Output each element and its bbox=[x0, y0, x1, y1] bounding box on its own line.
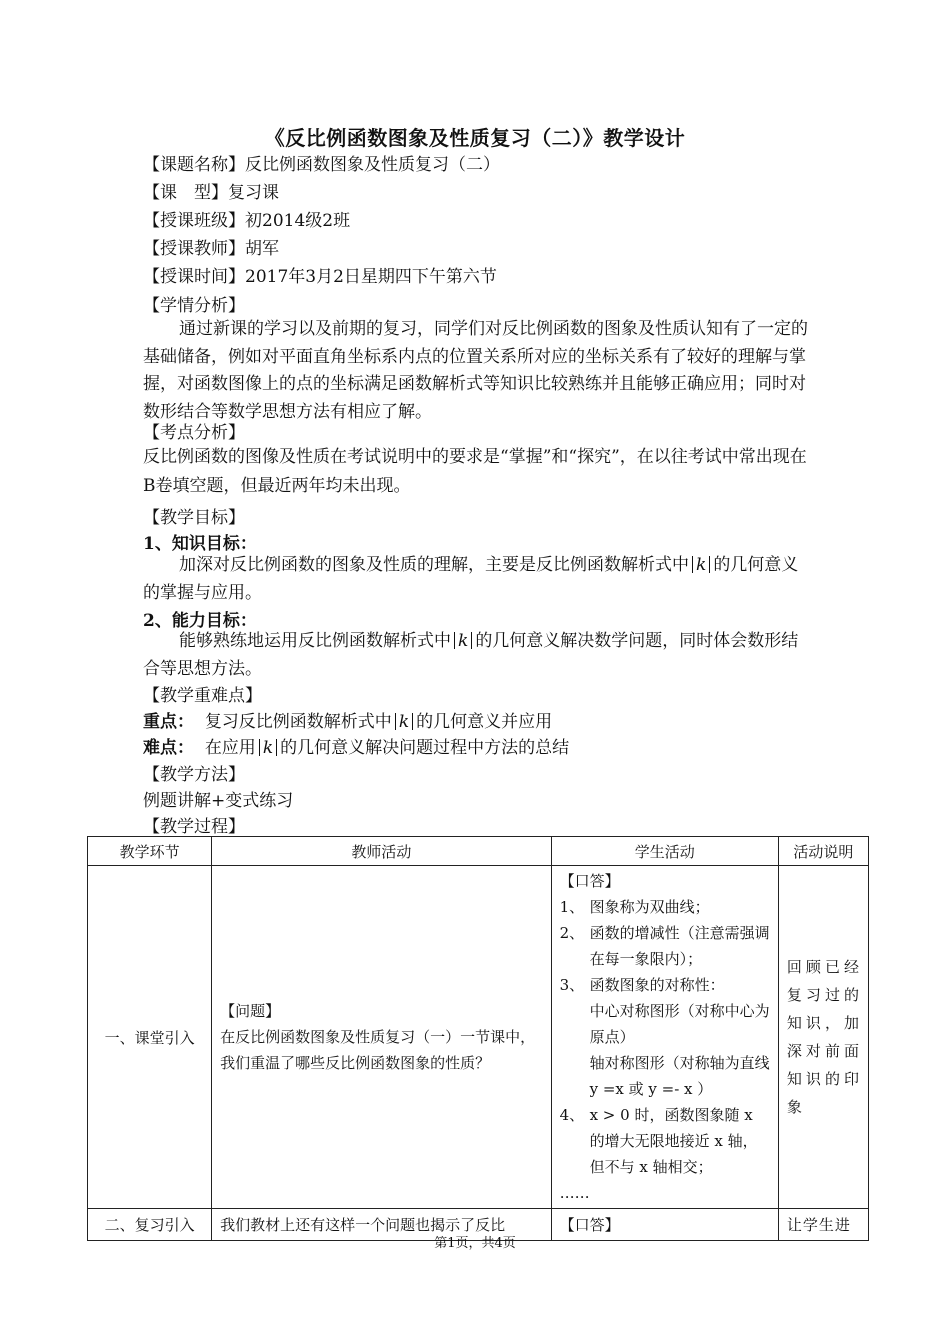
method-heading: 【教学方法】 bbox=[143, 765, 245, 785]
table-header-cell: 活动说明 bbox=[778, 837, 868, 866]
stage-cell: 二、复习引入 bbox=[88, 1209, 212, 1241]
time-line: 【授课时间】2017年3月2日星期四下午第六节 bbox=[143, 267, 497, 287]
table-header-cell: 学生活动 bbox=[551, 837, 778, 866]
goals-heading: 【教学目标】 bbox=[143, 508, 245, 528]
teacher-activity-cell bbox=[212, 866, 551, 1209]
topic-line: 【课题名称】反比例函数图象及性质复习（二） bbox=[143, 155, 500, 175]
exam-heading: 【考点分析】 bbox=[143, 423, 245, 443]
list-item: 4、 x > 0 时，函数图象随 x 的增大无限地接近 x 轴，但不与 x 轴相交； bbox=[559, 1106, 758, 1176]
list-subitem: 中心对称图形（对称中心为原点） bbox=[589, 1002, 770, 1046]
knowledge-goal-heading: 1、知识目标： bbox=[143, 534, 257, 554]
teacher-activity-cell: 我们教材上还有这样一个问题也揭示了反比 bbox=[212, 1209, 551, 1241]
exam-text: 反比例函数的图像及性质在考试说明中的要求是“掌握”和“探究”，在以往考试中常出现在B卷填空题，但最近两年均未出现。 bbox=[143, 447, 807, 496]
focus-line: 重点： 复习反比例函数解析式中 k 的几何意义并应用 bbox=[143, 712, 553, 732]
list-item: 2、 函数的增减性（注意需强调在每一象限内）； bbox=[559, 924, 770, 968]
activity-note-cell: 让学生进 bbox=[778, 1209, 868, 1241]
ability-goal-heading: 2、能力目标： bbox=[143, 611, 257, 631]
method-text: 例题讲解+变式练习 bbox=[143, 791, 294, 811]
knowledge-goal-text: 加深对反比例函数的图象及性质的理解，主要是反比例函数解析式中 k 的几何意义的掌握与应用。 bbox=[143, 555, 799, 603]
ellipsis: …… bbox=[559, 1184, 590, 1202]
analysis-text: 通过新课的学习以及前期的复习，同学们对反比例函数的图象及性质认知有了一定的基础储备，例如对平面直角坐标系内点的位置关系所对应的坐标关系有了较好的理解与掌握，对函数图像上的点的坐标满足函数解析式等知识比较熟练并且能够正确应用；同时对数形结合等数学思想方法有相应了解。 bbox=[143, 319, 808, 422]
course-type-line: 【课 型】复习课 bbox=[143, 183, 279, 203]
teacher-line: 【授课教师】胡军 bbox=[143, 239, 279, 259]
table-header-row bbox=[88, 837, 869, 866]
analysis-heading: 【学情分析】 bbox=[143, 296, 245, 316]
ability-goal-text: 能够熟练地运用反比例函数解析式中 k 的几何意义解决数学问题，同时体会数形结合等思想方法。 bbox=[143, 631, 799, 679]
table-header-cell: 教师活动 bbox=[212, 837, 551, 866]
class-line: 【授课班级】初2014级2班 bbox=[143, 211, 351, 231]
table-header-cell: 教学环节 bbox=[88, 837, 212, 866]
document-title: 《反比例函数图象及性质复习（二）》教学设计 bbox=[264, 126, 686, 150]
list-item: 3、 函数图象的对称性： bbox=[559, 976, 725, 994]
teacher-question-label: 【问题】 bbox=[220, 1002, 281, 1020]
student-activity-cell bbox=[551, 866, 778, 1209]
student-answer-label: 【口答】 bbox=[559, 872, 620, 890]
table-row bbox=[88, 866, 869, 1209]
process-heading: 【教学过程】 bbox=[143, 817, 245, 837]
teacher-question-text: 在反比例函数图象及性质复习（一）一节课中，我们重温了哪些反比例函数图象的性质？ bbox=[220, 1028, 536, 1072]
activity-note-cell: 回顾已经复习过的知识，加深对前面知识的印象 bbox=[778, 866, 868, 1209]
page-footer: 第1页，共4页 bbox=[434, 1236, 516, 1251]
key-heading: 【教学重难点】 bbox=[143, 686, 262, 706]
student-activity-cell: 【口答】 bbox=[551, 1209, 778, 1241]
difficulty-line: 难点： 在应用 k 的几何意义解决问题过程中方法的总结 bbox=[143, 738, 570, 758]
teaching-process-table bbox=[87, 836, 869, 1241]
list-item: 1、 图象称为双曲线； bbox=[559, 898, 710, 916]
list-subitem: 轴对称图形（对称轴为直线 y =x 或 y =- x ） bbox=[589, 1054, 770, 1098]
stage-cell: 一、课堂引入 bbox=[88, 866, 212, 1209]
